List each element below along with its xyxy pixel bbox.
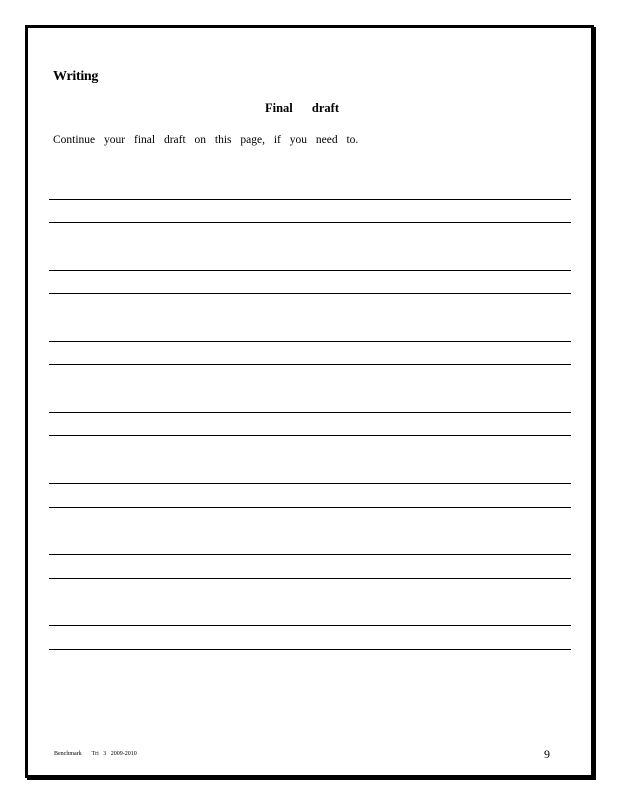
writing-line (49, 341, 571, 342)
writing-line (49, 625, 571, 626)
page-number: 9 (544, 747, 550, 761)
instruction-text: Continue your final draft on this page, if you need to. (53, 134, 359, 146)
footer-term-label: Tri 3 2009-2010 (91, 751, 137, 757)
writing-line (49, 554, 571, 555)
writing-line (49, 649, 571, 650)
section-title: Writing (53, 69, 99, 84)
writing-line (49, 364, 571, 365)
footer-benchmark-label: Benchmark (54, 751, 82, 757)
final-draft-heading: Final draft (265, 101, 339, 115)
writing-line (49, 270, 571, 271)
writing-line (49, 435, 571, 436)
writing-line (49, 507, 571, 508)
writing-line (49, 199, 571, 200)
footer-info (54, 751, 137, 757)
writing-line (49, 412, 571, 413)
writing-line (49, 222, 571, 223)
writing-line (49, 578, 571, 579)
writing-line (49, 483, 571, 484)
writing-lines-area (49, 0, 571, 800)
writing-line (49, 293, 571, 294)
